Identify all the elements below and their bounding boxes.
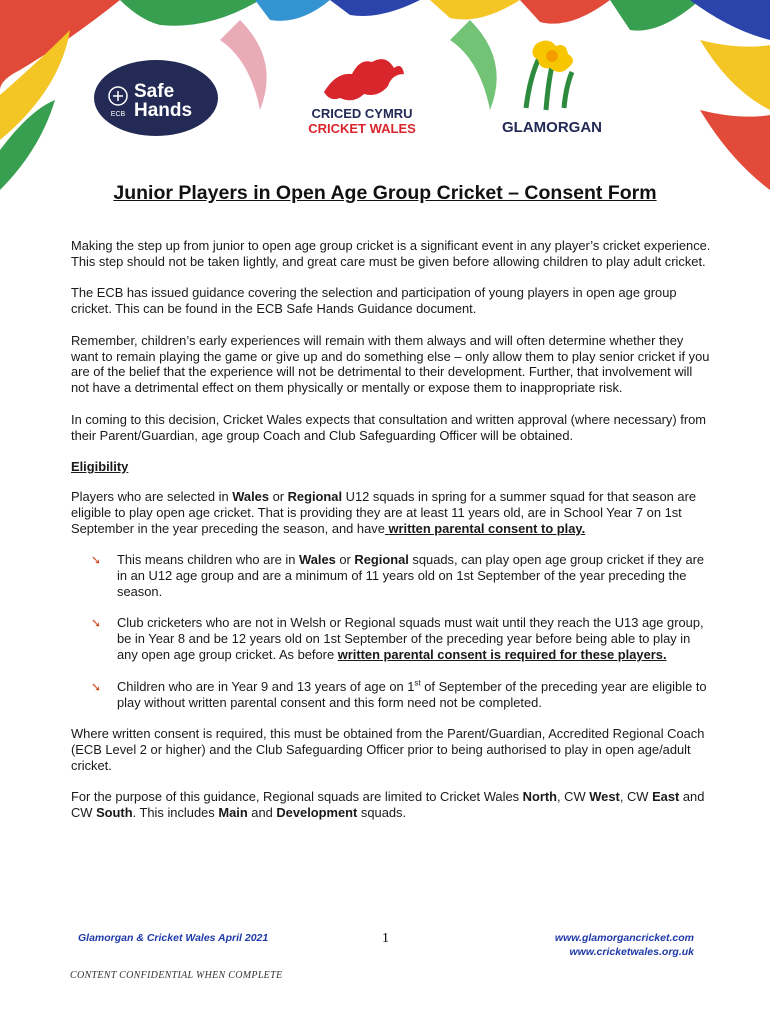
arrow-bullet-icon: ➘ — [91, 616, 102, 631]
page-title: Junior Players in Open Age Group Cricket – Consent Form — [113, 182, 657, 204]
logo-safe-text: Safe — [134, 81, 175, 102]
intro-paragraph-1: Making the step up from junior to open age group cricket is a significant event in any player’s cricket experience. This step should not be taken lightly, and great care must be given before allowing children to play adult cricket. — [71, 238, 711, 269]
daffodil-icon — [526, 40, 573, 110]
eligibility-list — [71, 552, 711, 710]
logo-hands-text: Hands — [134, 100, 193, 121]
logo-cricket-wales-text: CRICKET WALES — [308, 121, 416, 136]
dragon-icon — [324, 59, 404, 100]
glamorgan-logo — [496, 36, 608, 138]
intro-paragraph-4: In coming to this decision, Cricket Wales expects that consultation and written approval (where necessary) from their Parent/Guardian, age group Coach and Club Safeguarding Officer will be obtained. — [71, 411, 707, 443]
consent-paragraph: Where written consent is required, this must be obtained from the Parent/Guardian, Accredited Regional Coach (ECB Level 2 or higher) and the Club Safeguarding Officer prior to being authorised to play in open age/adult cricket. — [71, 725, 705, 773]
list-item: ➘ Children who are in Year 9 and 13 years of age on 1st of September of the preceding year are eligible to play without written parental consent and this form need not be completed. — [91, 678, 707, 710]
eligibility-paragraph: Players who are selected in Wales or Regional U12 squads in spring for a summer squad for that season are eligible to play open age cricket. That is providing they are at least 11 years old, are in School Year 7 on 1st September in the year preceding the season, and have written parental consent to play. — [71, 488, 697, 536]
footer-date: Glamorgan & Cricket Wales April 2021 — [78, 932, 269, 944]
list-item: ➘ This means children who are in Wales or Regional squads, can play open age group cricket if they are in an U12 age group and are a minimum of 11 years old on 1st September of the year preceding the season. — [91, 552, 705, 599]
arrow-bullet-icon: ➘ — [91, 553, 102, 568]
safe-hands-logo — [94, 60, 218, 136]
intro-paragraph-2: The ECB has issued guidance covering the selection and participation of young players in open age group cricket. This can be found in the ECB Safe Hands Guidance document. — [71, 285, 677, 317]
intro-paragraph-3: Remember, children’s early experiences will remain with them always and will often determine whether they want to remain playing the game or give up and do something else – only allow them to play senior cricket if you are of the belief that the experience will not be detrimental to their development. Further, that involvement will not have a detrimental effect on them physically or mentally or expose them to inappropriate risk. — [71, 332, 710, 396]
eligibility-heading: Eligibility — [71, 459, 129, 475]
glamorgan-link[interactable]: www.glamorgancricket.com — [554, 932, 694, 944]
confidential-note: CONTENT CONFIDENTIAL WHEN COMPLETE — [70, 970, 283, 981]
logo-glamorgan-text: GLAMORGAN — [502, 119, 602, 136]
logo-cymru-text: CRICED CYMRU — [311, 106, 413, 121]
cricket-wales-link[interactable]: www.cricketwales.org.uk — [569, 946, 694, 958]
document-body — [71, 238, 711, 836]
footer-links — [555, 931, 694, 959]
page-number: 1 — [382, 931, 389, 946]
logo-ecb-text: ECB — [110, 111, 126, 118]
regional-paragraph: For the purpose of this guidance, Regional squads are limited to Cricket Wales North, CW West, CW East and CW South. This includes Main and Development squads. — [71, 789, 705, 821]
arrow-bullet-icon: ➘ — [91, 679, 102, 694]
list-item: ➘ Club cricketers who are not in Welsh or Regional squads must wait until they reach the U13 age group, be in Year 8 and be 12 years old on 1st September of the preceding year before being able to play in any open age group cricket. As before written parental consent is required for these players. — [91, 615, 704, 663]
cricket-wales-logo — [294, 52, 430, 138]
